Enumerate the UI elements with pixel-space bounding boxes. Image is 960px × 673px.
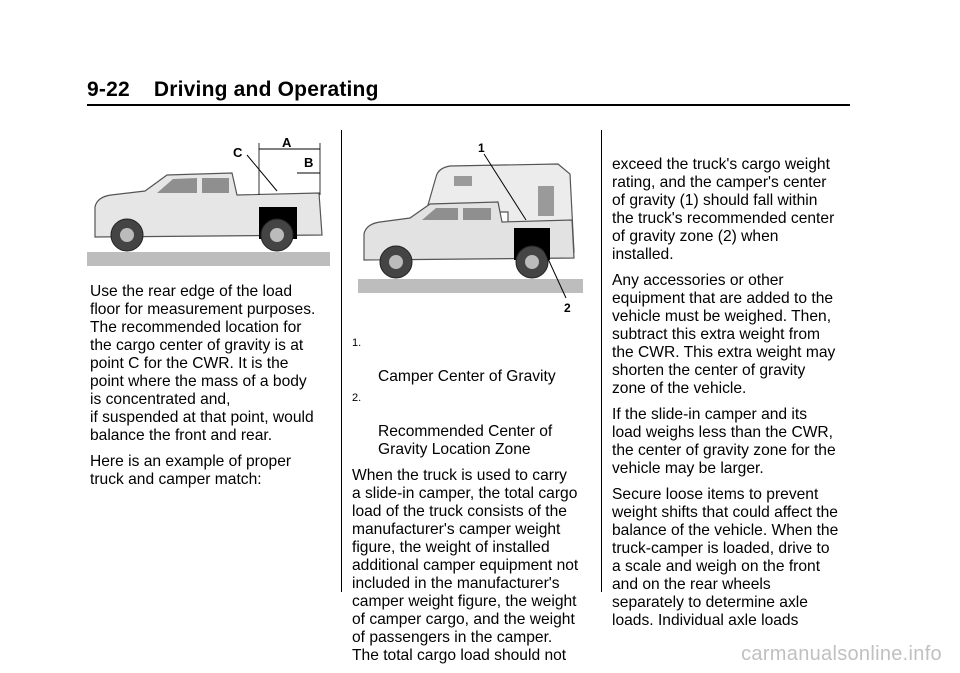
ground (87, 252, 330, 266)
legend-item (352, 387, 592, 459)
camper-window (454, 176, 472, 186)
legend-number: 2. (352, 392, 362, 404)
column2-paragraph-1: When the truck is used to carry a slide-in camper, the total cargo load of the truck consists of the manufacturer's camper weight figure, the weight of installed additional camper equipment not included in the manufacturer's camper weight figure, the weight of camper cargo, and the weight of passengers in the camper. The total cargo load should not (352, 467, 579, 664)
column1-paragraph-1: Use the rear edge of the load floor for measurement purposes. The recommended location for the cargo center of gravity is at point C for the CWR. It is the point where the mass of a body is concentrated and, if suspended at that point, would balance the front and rear. (90, 283, 316, 444)
ground (358, 279, 583, 293)
column-3 (612, 156, 857, 638)
page-header (87, 78, 379, 102)
column3-paragraph-2: Any accessories or other equipment that are added to the vehicle must be weighed. Then, subtract this extra weight from the CWR. This extra weight may shorten the center of gravity zone of the vehicle. (612, 272, 836, 397)
legend-text: Camper Center of Gravity (378, 368, 556, 385)
label-2: 2 (564, 301, 571, 315)
front-hub (389, 255, 403, 269)
truck-window-rear (463, 208, 491, 220)
column1-paragraph-2: Here is an example of proper truck and camper match: (90, 453, 292, 488)
column3-paragraph-4: Secure loose items to prevent weight shifts that could affect the balance of the vehicle. When the truck-camper is loaded, drive to a scale and weigh on the front and on the rear wheels separately to determine axle loads. Individual axle loads (612, 486, 839, 629)
truck-window-rear (202, 178, 229, 193)
column3-paragraph-1: exceed the truck's cargo weight rating, and the camper's center of gravity (1) should fall within the truck's recommended center of gravity zone (2) when installed. (612, 156, 835, 263)
leader-line-c (247, 155, 277, 191)
column-divider-1 (341, 130, 342, 592)
label-c: C (233, 145, 243, 160)
column-divider-2 (601, 130, 602, 592)
watermark: carmanualsonline.info (741, 643, 942, 665)
truck-camper-figure (358, 142, 583, 322)
truck-measurement-figure (87, 135, 330, 270)
column3-paragraph-3: If the slide-in camper and its load weighs less than the CWR, the center of gravity zone for the vehicle may be larger. (612, 406, 836, 477)
front-hub (120, 228, 134, 242)
header-rule (87, 104, 850, 106)
column-2 (352, 332, 592, 673)
rear-hub (270, 228, 284, 242)
label-b: B (304, 155, 314, 170)
label-1: 1 (478, 142, 485, 155)
page-number: 9-22 (87, 78, 130, 101)
section-title: Driving and Operating (153, 78, 379, 101)
column-1 (90, 283, 330, 497)
camper-door (538, 186, 554, 216)
legend-number: 1. (352, 337, 362, 349)
label-a: A (282, 135, 292, 150)
figure-legend (352, 332, 592, 459)
legend-text: Recommended Center of Gravity Location Zone (378, 423, 553, 458)
legend-item (352, 332, 592, 386)
rear-hub (525, 255, 539, 269)
